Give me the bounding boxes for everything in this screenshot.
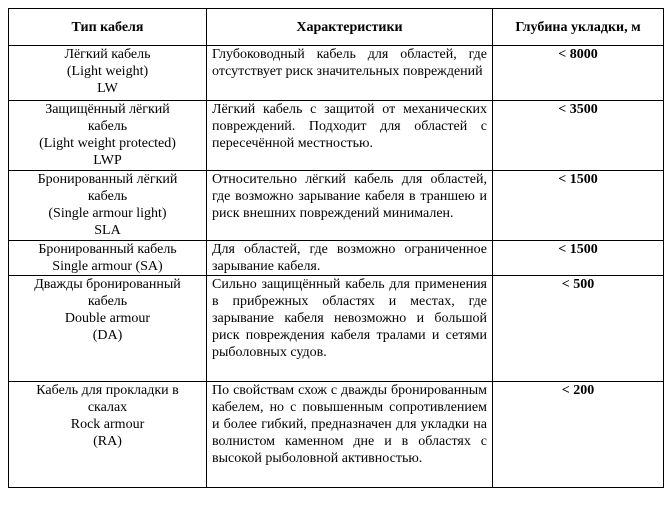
cable-type-line: (Light weight protected) <box>39 136 176 151</box>
characteristics-cell: По свойствам схож с дважды бронированным кабелем, но с повышенным сопротивлением и более гибкий, предназначен для укладки на волнистом каменном дне и в областях с высокой рыболовной активностью. <box>207 382 493 488</box>
header-cable-type: Тип кабеля <box>9 9 207 46</box>
cable-type-line: Бронированный кабель <box>38 242 177 257</box>
characteristics-cell: Сильно защищённый кабель для применения в прибрежных областях и местах, где зарывание кабеля невозможно и большой риск повреждения кабеля тралами и сетями рыболовных судов. <box>207 276 493 382</box>
cable-type-line: Rock armour <box>70 417 145 432</box>
depth-cell: < 500 <box>493 276 664 382</box>
cable-type-line: (Single armour light) <box>48 206 167 221</box>
cable-type-line: кабель <box>87 294 128 309</box>
depth-cell: < 200 <box>493 382 664 488</box>
characteristics-cell: Глубоководный кабель для областей, где отсутствует риск значительных повреждений <box>207 46 493 101</box>
cable-type-line: Double armour <box>64 311 151 326</box>
cable-type-cell <box>9 382 207 488</box>
cable-type-line: LWP <box>93 153 122 168</box>
cable-type-line: Бронированный лёгкий <box>37 172 178 187</box>
cable-type-line: Лёгкий кабель <box>64 47 151 62</box>
characteristics-cell: Относительно лёгкий кабель для областей, где возможно зарывание кабеля в траншею и риск внешних повреждений минимален. <box>207 171 493 241</box>
table-row <box>9 382 664 488</box>
table-row <box>9 171 664 241</box>
cable-type-line: (DA) <box>92 328 123 343</box>
cable-type-line: SLA <box>94 223 121 238</box>
cable-type-line: скалах <box>87 400 128 415</box>
depth-cell: < 1500 <box>493 171 664 241</box>
depth-cell: < 8000 <box>493 46 664 101</box>
cable-type-line: (Light weight) <box>66 64 149 79</box>
cable-type-line: Single armour (SA) <box>52 259 163 274</box>
cable-type-line: (RA) <box>93 434 122 449</box>
cable-types-table <box>8 8 664 488</box>
cable-type-cell <box>9 241 207 276</box>
depth-cell: < 3500 <box>493 101 664 171</box>
characteristics-cell: Лёгкий кабель с защитой от механических повреждений. Подходит для областей с пересечённой местностью. <box>207 101 493 171</box>
cable-type-cell <box>9 276 207 382</box>
header-row <box>9 9 664 46</box>
cable-type-line: LW <box>97 81 118 96</box>
table-row <box>9 241 664 276</box>
characteristics-cell: Для областей, где возможно ограниченное зарывание кабеля. <box>207 241 493 276</box>
depth-cell: < 1500 <box>493 241 664 276</box>
cable-type-cell <box>9 46 207 101</box>
cable-type-cell <box>9 171 207 241</box>
cable-type-line: Защищённый лёгкий <box>45 102 170 117</box>
cable-type-line: Дважды бронированный <box>34 277 181 292</box>
cable-type-line: кабель <box>87 119 128 134</box>
cable-type-cell <box>9 101 207 171</box>
cable-type-line: кабель <box>87 189 128 204</box>
header-characteristics: Характеристики <box>207 9 493 46</box>
table-row <box>9 101 664 171</box>
table-row <box>9 276 664 382</box>
header-laying-depth: Глубина укладки, м <box>493 9 664 46</box>
cable-type-line: Кабель для прокладки в <box>36 383 179 398</box>
table-row <box>9 46 664 101</box>
